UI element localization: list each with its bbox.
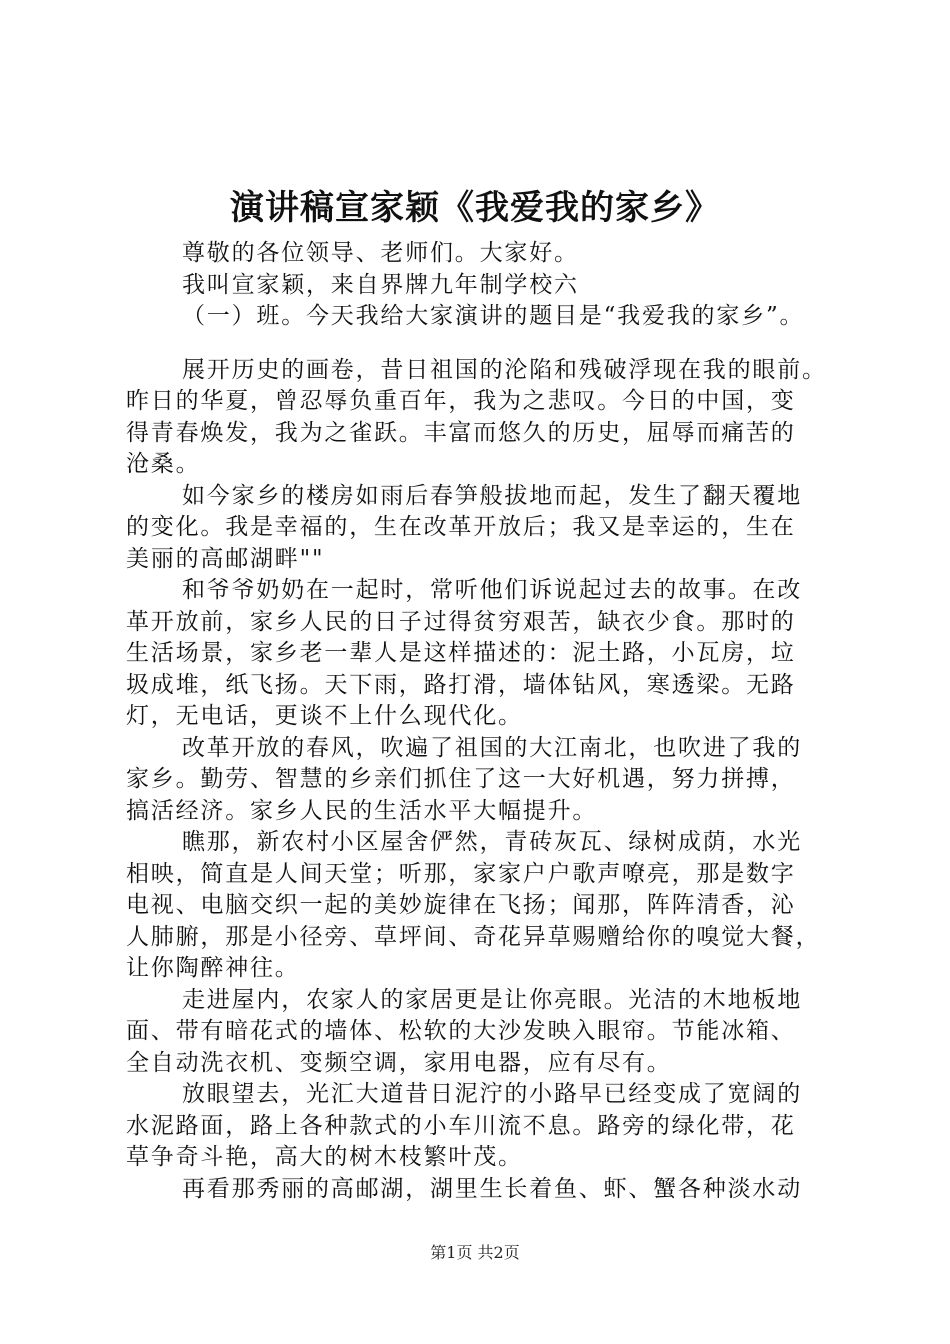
paragraph-line: 得青春焕发，我为之雀跃。丰富而悠久的历史，屈辱而痛苦的: [126, 419, 796, 446]
paragraph: [126, 355, 844, 481]
opening-line: 尊敬的各位领导、老师们。大家好。: [182, 240, 579, 266]
paragraph-line: 如今家乡的楼房如雨后春笋般拔地而起，发生了翻天覆地: [182, 482, 802, 509]
paragraph-line: 草争奇斗艳，高大的树木枝繁叶茂。: [126, 1144, 523, 1170]
paragraph-line: 全自动洗衣机、变频空调，家用电器，应有尽有。: [126, 1049, 672, 1076]
paragraph-line: 展开历史的画卷，昔日祖国的沦陷和残破浮现在我的眼前。: [182, 356, 827, 383]
paragraph: [126, 985, 844, 1080]
paragraph-line: 面、带有暗花式的墙体、松软的大沙发映入眼帘。节能冰箱、: [126, 1018, 796, 1044]
paragraph-gap: [126, 333, 844, 355]
paragraph-line: 和爷爷奶奶在一起时，常听他们诉说起过去的故事。在改: [182, 577, 802, 603]
paragraph-line: 美丽的高邮湖畔"": [126, 545, 325, 572]
paragraph: [126, 733, 844, 828]
paragraph-line: 改革开放的春风，吹遍了祖国的大江南北，也吹进了我的: [182, 734, 802, 761]
paragraph-line: 沧桑。: [126, 451, 201, 477]
paragraph-line: 圾成堆，纸飞扬。天下雨，路打滑，墙体钻风，寒透梁。无路: [126, 671, 796, 698]
paragraph-line: 人肺腑，那是小径旁、草坪间、奇花异草赐赠给你的嗅觉大餐，: [126, 923, 821, 950]
paragraph-line: 水泥路面，路上各种款式的小车川流不息。路旁的绿化带，花: [126, 1112, 796, 1139]
paragraph: [126, 827, 844, 985]
paragraph: [126, 481, 844, 576]
paragraph: [126, 575, 844, 733]
paragraph-line: 相映，简直是人间天堂；听那，家家户户歌声嘹亮，那是数字: [126, 860, 796, 887]
paragraph: [126, 1079, 844, 1174]
opening-line: （一）班。今天我给大家演讲的题目是“我爱我的家乡”。: [182, 303, 805, 329]
paragraph-line: 生活场景，家乡老一辈人是这样描述的：泥土路，小瓦房，垃: [126, 640, 796, 666]
paragraph-line: 让你陶醉神往。: [126, 955, 300, 981]
paragraph-line: 灯，无电话，更谈不上什么现代化。: [126, 703, 523, 729]
document-title: 演讲稿宣家颖《我爱我的家乡》: [230, 188, 720, 228]
paragraph-line: 革开放前，家乡人民的日子过得贫穷艰苦，缺衣少食。那时的: [126, 608, 796, 635]
paragraph-line: 瞧那，新农村小区屋舍俨然，青砖灰瓦、绿树成荫，水光: [182, 829, 802, 855]
paragraph-line: 再看那秀丽的高邮湖，湖里生长着鱼、虾、蟹各种淡水动: [182, 1175, 802, 1202]
paragraph-line: 放眼望去，光汇大道昔日泥泞的小路早已经变成了宽阔的: [182, 1081, 802, 1107]
opening-line: 我叫宣家颖，来自界牌九年制学校六: [182, 271, 579, 298]
paragraph-line: 走进屋内，农家人的家居更是让你亮眼。光洁的木地板地: [182, 986, 802, 1013]
paragraph-line: 搞活经济。家乡人民的生活水平大幅提升。: [126, 797, 598, 824]
paragraph-line: 的变化。我是幸福的，生在改革开放后；我又是幸运的，生在: [126, 514, 796, 540]
paragraph-line: 家乡。勤劳、智慧的乡亲们抓住了这一大好机遇，努力拼搏，: [126, 766, 796, 792]
paragraph-line: 昨日的华夏，曾忍辱负重百年，我为之悲叹。今日的中国，变: [126, 388, 796, 414]
document-body: [126, 238, 844, 1205]
paragraph-line: 电视、电脑交织一起的美妙旋律在飞扬；闻那，阵阵清香，沁: [126, 892, 796, 918]
page-footer: 第1页 共2页: [430, 1243, 520, 1262]
paragraph: [126, 1174, 844, 1206]
